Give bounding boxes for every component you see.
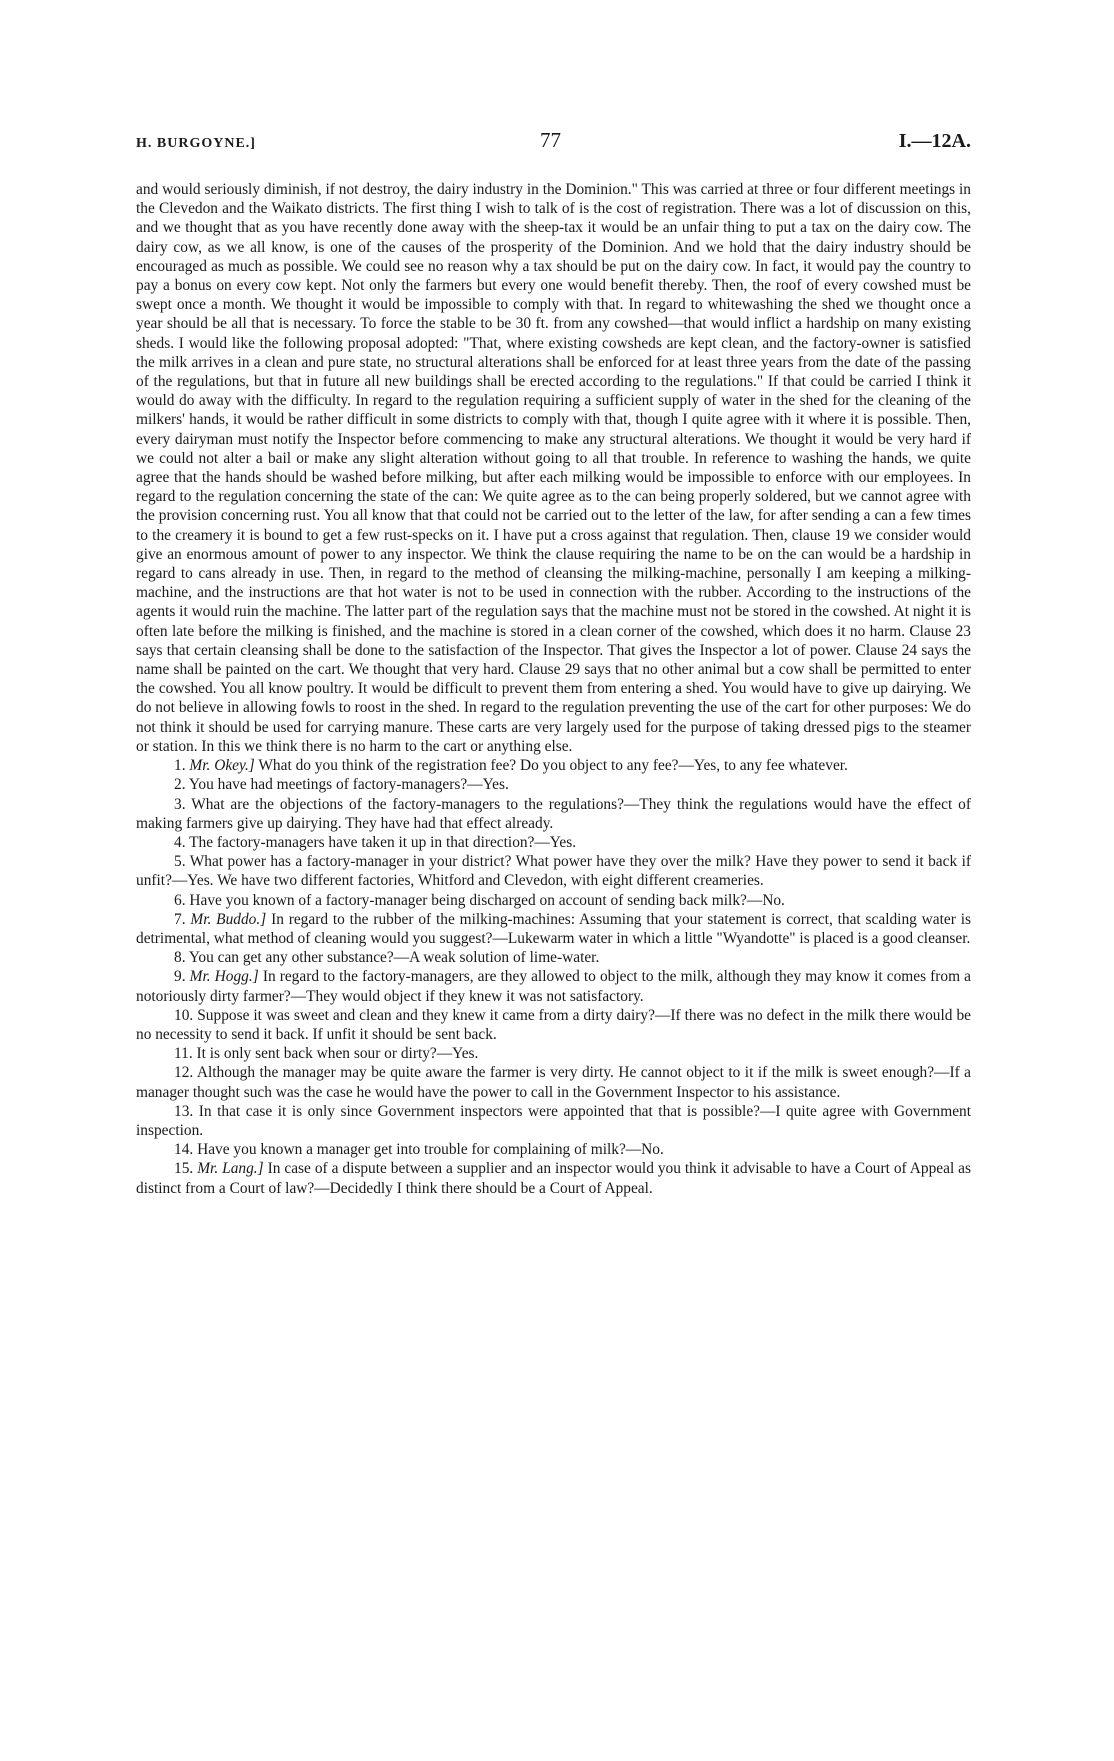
question-8: 8. You can get any other substance?—A weak solution of lime-water. — [174, 949, 600, 967]
question-7: 7. Mr. Buddo.] In regard to the rubber of the milking-machines: Assuming that your statement is correct, that scalding water is detrimental, what method of cleaning would you suggest?—Lukewarm water in which a little "Wyandotte" is placed is a good cleanser. — [136, 910, 971, 947]
speaker-label: Mr. Hogg.] — [189, 968, 259, 986]
question-12: 12. Although the manager may be quite aware the farmer is very dirty. He cannot object to it if the milk is sweet enough?—If a manager thought such was the case he would have the power to call in the Government Inspector to his assistance. — [136, 1064, 971, 1101]
paper-reference: I.—12A. — [898, 130, 971, 152]
speaker-label: Mr. Okey.] — [189, 757, 255, 775]
question-5: 5. What power has a factory-manager in your district? What power have they over the milk? Have they power to send it back if unfit?—Yes. We have two different factories, Whitford and Clevedon, with eight different creameries. — [136, 853, 971, 890]
witness-name-header: H. BURGOYNE.] — [136, 136, 256, 151]
question-10: 10. Suppose it was sweet and clean and they knew it came from a dirty dairy?—If there was no defect in the milk there would be no necessity to send it back. If unfit it should be sent back. — [136, 1006, 971, 1043]
question-13: 13. In that case it is only since Government inspectors were appointed that that is possible?—I quite agree with Government inspection. — [136, 1102, 971, 1139]
question-4: 4. The factory-managers have taken it up in that direction?—Yes. — [174, 833, 577, 851]
question-11: 11. It is only sent back when sour or dirty?—Yes. — [174, 1045, 479, 1063]
question-1: 1. Mr. Okey.] What do you think of the registration fee? Do you object to any fee?—Yes, to any fee whatever. — [174, 757, 848, 775]
question-14: 14. Have you known a manager get into trouble for complaining of milk?—No. — [174, 1141, 664, 1159]
question-9: 9. Mr. Hogg.] In regard to the factory-managers, are they allowed to object to the milk, although they may know it comes from a notoriously dirty farmer?—They would object if they knew it was not satisfactory. — [136, 968, 971, 1005]
question-15: 15. Mr. Lang.] In case of a dispute between a supplier and an inspector would you think it advisable to have a Court of Appeal as distinct from a Court of law?—Decidedly I think there should be a Court of Appeal. — [136, 1160, 972, 1197]
page-number: 77 — [540, 128, 561, 152]
page-header — [136, 128, 971, 158]
speaker-label: Mr. Lang.] — [197, 1160, 264, 1178]
question-6: 6. Have you known of a factory-manager being discharged on account of sending back milk?—No. — [174, 891, 785, 909]
question-3: 3. What are the objections of the factory-managers to the regulations?—They think the regulations would have the effect of making farmers give up dairying. They have had that effect already. — [136, 795, 971, 832]
page-body — [136, 180, 971, 1198]
speaker-label: Mr. Buddo.] — [190, 910, 267, 928]
question-2: 2. You have had meetings of factory-managers?—Yes. — [174, 776, 509, 794]
testimony-paragraph: and would seriously diminish, if not destroy, the dairy industry in the Dominion." This was carried at three or four different meetings in the Clevedon and the Waikato districts. The first thing I wish to talk of is the cost of registration. There was a lot of discussion on this, and we thought that as you have recently done away with the sheep-tax it would be an unfair thing to put a tax on the dairy cow. The dairy cow, as we all know, is one of the causes of the prosperity of the Dominion. And we hold that the dairy industry should be encouraged as much as possible. We could see no reason why a tax should be put on the dairy cow. In fact, it would pay the country to pay a bonus on every cow kept. Not only the farmers but every one would benefit thereby. Then, the roof of every cowshed must be swept once a month. We thought it would be impossible to comply with that. In regard to whitewashing the shed we thought once a year should be all that is necessary. To force the stable to be 30 ft. from any cowshed—that would inflict a hardship on many existing sheds. I would like the following proposal adopted: "That, where existing cowsheds are kept clean, and the factory-owner is satisfied the milk arrives in a clean and pure state, no structural alterations shall be enforced for at least three years from the date of the passing of the regulations, but that in future all new buildings shall be erected according to the regulations." If that could be carried I think it would do away with the difficulty. In regard to the regulation requiring a sufficient supply of water in the shed for the cleaning of the milkers' hands, it would be rather difficult in some districts to comply with that, though I quite agree with it where it is possible. Then, every dairyman must notify the Inspector before commencing to make any structural alterations. We thought it would be very hard if we could not alter a bail or make any slight alteration without going to all that trouble. In reference to washing the hands, we quite agree that the hands should be washed before milking, but after each milking would be impossible to enforce with our employees. In regard to the regulation concerning the state of the can: We quite agree as to the can being properly soldered, but we cannot agree with the provision concerning rust. You all know that that could not be carried out to the letter of the law, for after sending a can a few times to the creamery it is bound to get a few rust-specks on it. I have put a cross against that regulation. Then, clause 19 we consider would give an enormous amount of power to any inspector. We think the clause requiring the name to be on the can would be a hardship in regard to cans already in use. Then, in regard to the method of cleansing the milking-machine, personally I am keeping a milking-machine, and the instructions are that hot water is not to be used in connection with the rubber. According to the instructions of the agents it would ruin the machine. The latter part of the regulation says that the machine must not be stored in the cowshed. At night it is often late before the milking is finished, and the machine is stored in a clean corner of the cowshed, which does it no harm. Clause 23 says that certain cleansing shall be done to the satisfaction of the Inspector. That gives the Inspector a lot of power. Clause 24 says the name shall be painted on the cart. We thought that very hard. Clause 29 says that no other animal but a cow shall be permitted to enter the cowshed. You all know poultry. It would be difficult to prevent them from entering a shed. You would have to give up dairying. We do not believe in allowing fowls to roost in the shed. In regard to the regulation preventing the use of the cart for other purposes: We do not think it should be used for carrying manure. These carts are very largely used for the purpose of taking dressed pigs to the steamer or station. In this we think there is no harm to the cart or anything else. — [136, 181, 971, 755]
